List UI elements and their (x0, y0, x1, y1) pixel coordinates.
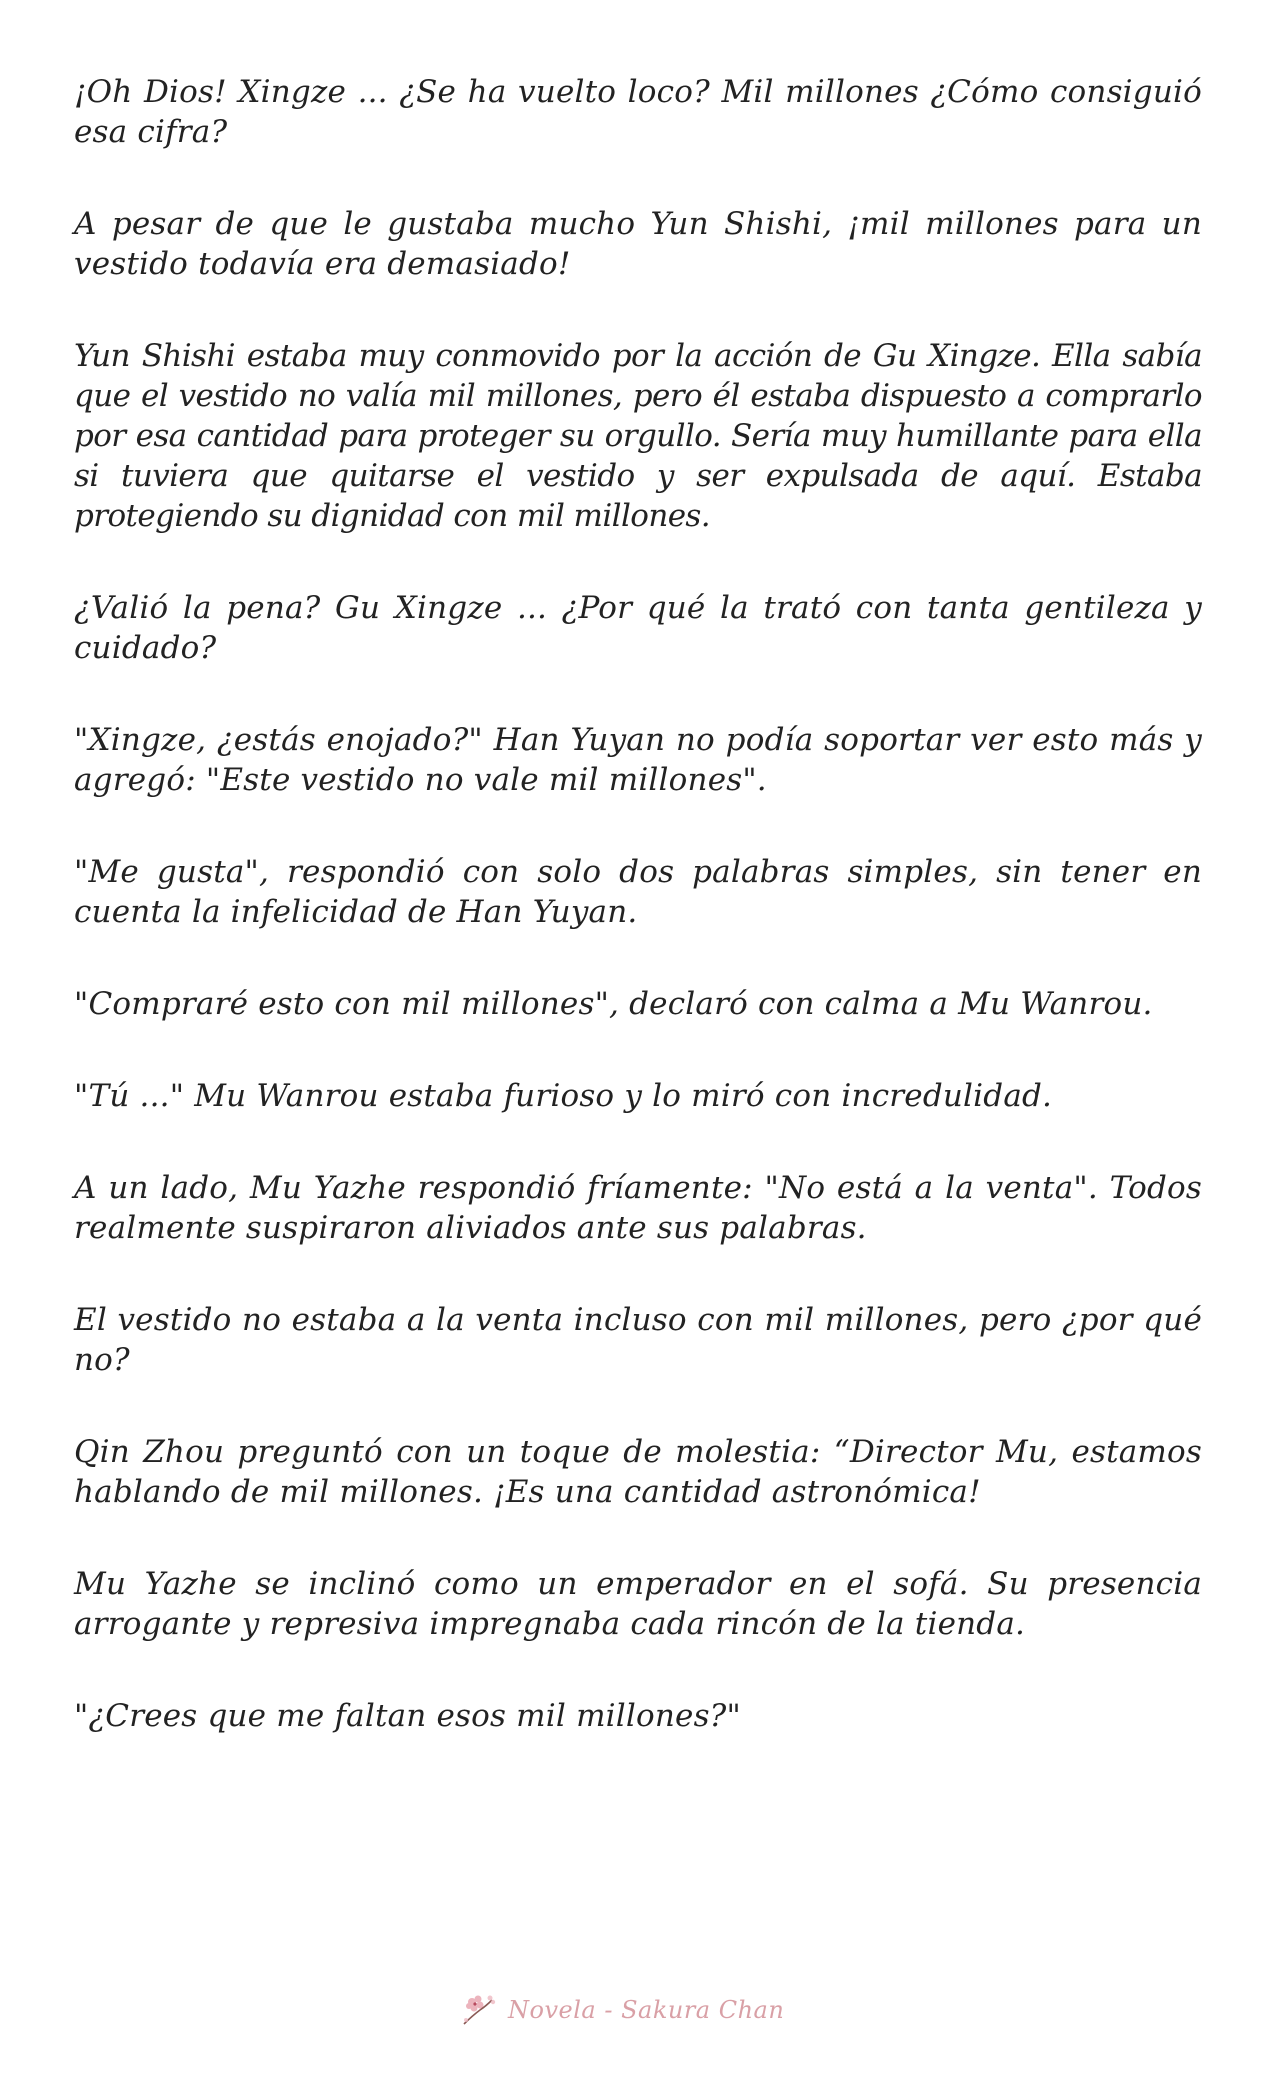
story-text (74, 72, 1202, 1788)
paragraph: "Compraré esto con mil millones", declaró con calma a Mu Wanrou. (74, 986, 1153, 1022)
paragraph: Yun Shishi estaba muy conmovido por la acción de Gu Xingze. Ella sabía que el vestido no valía mil millones, pero él estaba dispuesto a comprarlo por esa cantidad para proteger su orgullo. Sería muy humillante para ella si tuviera que quitarse el vestido y ser expulsada de aquí. Estaba protegiendo su dignidad con mil millones. (74, 338, 1202, 534)
paragraph: A pesar de que le gustaba mucho Yun Shishi, ¡mil millones para un vestido todavía era demasiado! (74, 206, 1202, 282)
paragraph: ¡Oh Dios! Xingze ... ¿Se ha vuelto loco? Mil millones ¿Cómo consiguió esa cifra? (74, 74, 1202, 150)
paragraph: A un lado, Mu Yazhe respondió fríamente: "No está a la venta". Todos realmente suspiraron aliviados ante sus palabras. (74, 1170, 1202, 1246)
paragraph: Qin Zhou preguntó con un toque de molestia: “Director Mu, estamos hablando de mil millones. ¡Es una cantidad astronómica! (74, 1434, 1202, 1510)
paragraph: "¿Crees que me faltan esos mil millones?" (74, 1698, 741, 1734)
paragraph: "Xingze, ¿estás enojado?" Han Yuyan no podía soportar ver esto más y agregó: "Este vestido no vale mil millones". (74, 722, 1202, 798)
watermark-text: Novela - Sakura Chan (508, 1996, 785, 2024)
sakura-flower-icon (458, 1990, 502, 2030)
paragraph: ¿Valió la pena? Gu Xingze ... ¿Por qué la trató con tanta gentileza y cuidado? (74, 590, 1202, 666)
paragraph: "Tú ..." Mu Wanrou estaba furioso y lo miró con incredulidad. (74, 1078, 1053, 1114)
paragraph: El vestido no estaba a la venta incluso con mil millones, pero ¿por qué no? (74, 1302, 1202, 1378)
watermark (458, 1985, 838, 2035)
paragraph: "Me gusta", respondió con solo dos palabras simples, sin tener en cuenta la infelicidad de Han Yuyan. (74, 854, 1202, 930)
paragraph: Mu Yazhe se inclinó como un emperador en el sofá. Su presencia arrogante y represiva impregnaba cada rincón de la tienda. (74, 1566, 1202, 1642)
